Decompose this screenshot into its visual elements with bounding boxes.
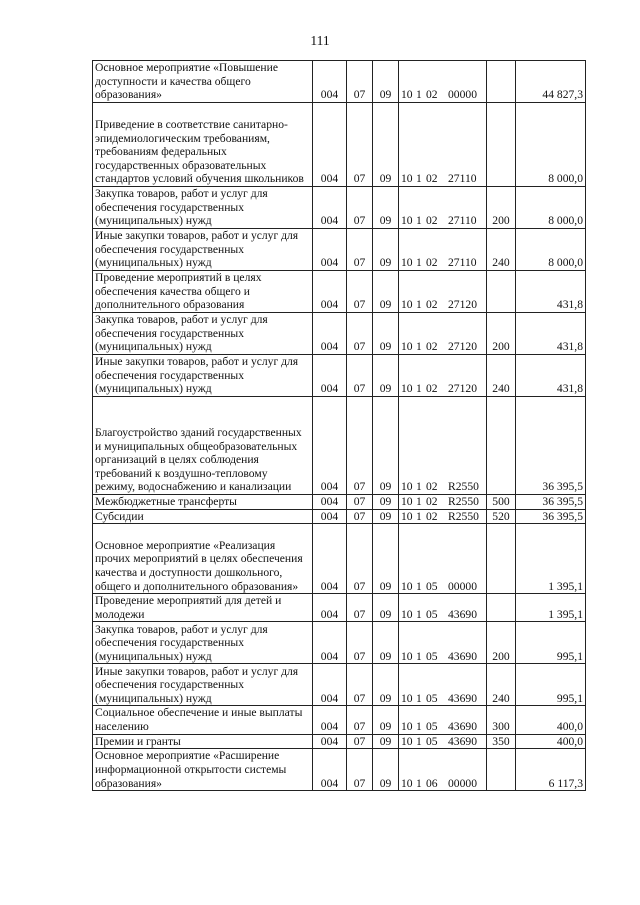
amount-cell: 995,1: [516, 622, 586, 664]
section-code-cell: 07: [347, 61, 373, 103]
row-name-cell: Социальное обеспечение и иные выплаты населению: [93, 706, 313, 734]
ved-code-cell: 004: [313, 622, 347, 664]
section-code-cell: 07: [347, 495, 373, 510]
ved-code-cell: 004: [313, 355, 347, 397]
activity-code: 02: [426, 172, 438, 186]
target-article-cell: [399, 271, 487, 313]
ved-code-cell: 004: [313, 271, 347, 313]
program-code: 10: [401, 691, 413, 705]
ved-code-cell: 004: [313, 509, 347, 524]
subsection-code-cell: 09: [373, 61, 399, 103]
row-name-cell: Основное мероприятие «Реализация прочих мероприятий в целях обеспечения качества и доступности дошкольного, общего и дополнительного образования»: [93, 524, 313, 594]
direction-code: 00000: [448, 776, 477, 790]
direction-code: 43690: [448, 607, 477, 621]
activity-code: 02: [426, 382, 438, 396]
subsection-code-cell: 09: [373, 524, 399, 594]
subprogram-code: 1: [416, 579, 422, 593]
amount-cell: 6 117,3: [516, 749, 586, 791]
target-article-cell: [399, 187, 487, 229]
ved-code-cell: 004: [313, 664, 347, 706]
subsection-code-cell: 09: [373, 313, 399, 355]
amount-cell: 36 395,5: [516, 509, 586, 524]
target-article-cell: [399, 509, 487, 524]
ved-code-cell: 004: [313, 749, 347, 791]
subsection-code-cell: 09: [373, 495, 399, 510]
ved-code-cell: 004: [313, 229, 347, 271]
table-row: [93, 706, 586, 734]
expense-type-cell: 520: [487, 509, 516, 524]
direction-code: 27120: [448, 340, 477, 354]
target-article-cell: [399, 103, 487, 187]
subprogram-code: 1: [416, 480, 422, 494]
activity-code: 05: [426, 719, 438, 733]
target-article-cell: [399, 622, 487, 664]
amount-cell: 8 000,0: [516, 103, 586, 187]
amount-cell: 431,8: [516, 271, 586, 313]
table-row: [93, 622, 586, 664]
expense-type-cell: [487, 594, 516, 622]
expense-type-cell: 300: [487, 706, 516, 734]
row-name-cell: Субсидии: [93, 509, 313, 524]
ved-code-cell: 004: [313, 61, 347, 103]
expense-type-cell: 200: [487, 622, 516, 664]
row-name-cell: Закупка товаров, работ и услуг для обеспечения государственных (муниципальных) нужд: [93, 187, 313, 229]
activity-code: 05: [426, 691, 438, 705]
expense-type-cell: 240: [487, 355, 516, 397]
row-name-cell: Закупка товаров, работ и услуг для обеспечения государственных (муниципальных) нужд: [93, 313, 313, 355]
subprogram-code: 1: [416, 719, 422, 733]
target-article-cell: [399, 355, 487, 397]
subsection-code-cell: 09: [373, 509, 399, 524]
section-code-cell: 07: [347, 271, 373, 313]
section-code-cell: 07: [347, 103, 373, 187]
section-code-cell: 07: [347, 355, 373, 397]
expense-type-cell: [487, 271, 516, 313]
section-code-cell: 07: [347, 524, 373, 594]
section-code-cell: 07: [347, 509, 373, 524]
table-row: [93, 103, 586, 187]
subsection-code-cell: 09: [373, 103, 399, 187]
subsection-code-cell: 09: [373, 594, 399, 622]
direction-code: 43690: [448, 649, 477, 663]
section-code-cell: 07: [347, 594, 373, 622]
activity-code: 02: [426, 256, 438, 270]
subprogram-code: 1: [416, 649, 422, 663]
row-name-cell: Иные закупки товаров, работ и услуг для обеспечения государственных (муниципальных) нужд: [93, 229, 313, 271]
subprogram-code: 1: [416, 214, 422, 228]
row-name-cell: Основное мероприятие «Расширение информационной открытости системы образования»: [93, 749, 313, 791]
ved-code-cell: 004: [313, 495, 347, 510]
direction-code: R2550: [448, 480, 479, 494]
subprogram-code: 1: [416, 382, 422, 396]
target-article-cell: [399, 734, 487, 749]
row-name-cell: Иные закупки товаров, работ и услуг для обеспечения государственных (муниципальных) нужд: [93, 664, 313, 706]
expense-type-cell: 350: [487, 734, 516, 749]
budget-table: [92, 60, 586, 791]
expense-type-cell: [487, 749, 516, 791]
program-code: 10: [401, 495, 413, 508]
target-article-cell: [399, 594, 487, 622]
ved-code-cell: 004: [313, 103, 347, 187]
table-row: [93, 749, 586, 791]
subsection-code-cell: 09: [373, 397, 399, 495]
program-code: 10: [401, 298, 413, 312]
program-code: 10: [401, 480, 413, 494]
table-row: [93, 313, 586, 355]
table-row: [93, 509, 586, 524]
subprogram-code: 1: [416, 691, 422, 705]
program-code: 10: [401, 734, 413, 748]
direction-code: 27120: [448, 382, 477, 396]
subprogram-code: 1: [416, 340, 422, 354]
section-code-cell: 07: [347, 397, 373, 495]
row-name-cell: Основное мероприятие «Повышение доступности и качества общего образования»: [93, 61, 313, 103]
expense-type-cell: [487, 103, 516, 187]
program-code: 10: [401, 579, 413, 593]
subsection-code-cell: 09: [373, 229, 399, 271]
ved-code-cell: 004: [313, 313, 347, 355]
row-name-cell: Закупка товаров, работ и услуг для обеспечения государственных (муниципальных) нужд: [93, 622, 313, 664]
ved-code-cell: 004: [313, 734, 347, 749]
expense-type-cell: [487, 524, 516, 594]
target-article-cell: [399, 706, 487, 734]
section-code-cell: 07: [347, 749, 373, 791]
expense-type-cell: 500: [487, 495, 516, 510]
direction-code: 43690: [448, 719, 477, 733]
expense-type-cell: 200: [487, 313, 516, 355]
program-code: 10: [401, 88, 413, 102]
target-article-cell: [399, 313, 487, 355]
section-code-cell: 07: [347, 664, 373, 706]
expense-type-cell: 200: [487, 187, 516, 229]
target-article-cell: [399, 229, 487, 271]
direction-code: R2550: [448, 509, 479, 523]
section-code-cell: 07: [347, 229, 373, 271]
expense-type-cell: 240: [487, 229, 516, 271]
subsection-code-cell: 09: [373, 622, 399, 664]
program-code: 10: [401, 607, 413, 621]
direction-code: 27110: [448, 214, 477, 228]
amount-cell: 36 395,5: [516, 397, 586, 495]
row-name-cell: Проведение мероприятий для детей и молодежи: [93, 594, 313, 622]
target-article-cell: [399, 495, 487, 510]
budget-table-body: [93, 61, 586, 791]
activity-code: 06: [426, 776, 438, 790]
amount-cell: 1 395,1: [516, 524, 586, 594]
table-row: [93, 594, 586, 622]
subsection-code-cell: 09: [373, 355, 399, 397]
amount-cell: 36 395,5: [516, 495, 586, 510]
expense-type-cell: 240: [487, 664, 516, 706]
direction-code: 27120: [448, 298, 477, 312]
target-article-cell: [399, 664, 487, 706]
target-article-cell: [399, 524, 487, 594]
table-row: [93, 187, 586, 229]
row-name-cell: Межбюджетные трансферты: [93, 495, 313, 510]
ved-code-cell: 004: [313, 524, 347, 594]
subprogram-code: 1: [416, 607, 422, 621]
subsection-code-cell: 09: [373, 271, 399, 313]
ved-code-cell: 004: [313, 187, 347, 229]
target-article-cell: [399, 397, 487, 495]
table-row: [93, 61, 586, 103]
subprogram-code: 1: [416, 495, 422, 508]
activity-code: 05: [426, 734, 438, 748]
subprogram-code: 1: [416, 776, 422, 790]
direction-code: R2550: [448, 495, 479, 508]
page-number: 111: [310, 33, 330, 48]
activity-code: 02: [426, 298, 438, 312]
table-row: [93, 664, 586, 706]
subprogram-code: 1: [416, 509, 422, 523]
table-row: [93, 524, 586, 594]
target-article-cell: [399, 749, 487, 791]
section-code-cell: 07: [347, 313, 373, 355]
row-name-cell: Премии и гранты: [93, 734, 313, 749]
table-row: [93, 271, 586, 313]
row-name-cell: Проведение мероприятий в целях обеспечения качества общего и дополнительного образования: [93, 271, 313, 313]
direction-code: 43690: [448, 691, 477, 705]
row-name-cell: Иные закупки товаров, работ и услуг для обеспечения государственных (муниципальных) нужд: [93, 355, 313, 397]
direction-code: 00000: [448, 579, 477, 593]
program-code: 10: [401, 776, 413, 790]
direction-code: 27110: [448, 172, 477, 186]
program-code: 10: [401, 340, 413, 354]
expense-type-cell: [487, 61, 516, 103]
amount-cell: 8 000,0: [516, 229, 586, 271]
section-code-cell: 07: [347, 187, 373, 229]
subprogram-code: 1: [416, 734, 422, 748]
activity-code: 02: [426, 340, 438, 354]
direction-code: 43690: [448, 734, 477, 748]
subprogram-code: 1: [416, 172, 422, 186]
section-code-cell: 07: [347, 734, 373, 749]
direction-code: 00000: [448, 88, 477, 102]
amount-cell: 431,8: [516, 313, 586, 355]
expense-type-cell: [487, 397, 516, 495]
table-row: [93, 355, 586, 397]
program-code: 10: [401, 256, 413, 270]
subprogram-code: 1: [416, 256, 422, 270]
amount-cell: 995,1: [516, 664, 586, 706]
activity-code: 02: [426, 495, 438, 508]
subsection-code-cell: 09: [373, 187, 399, 229]
table-row: [93, 397, 586, 495]
subsection-code-cell: 09: [373, 664, 399, 706]
activity-code: 05: [426, 649, 438, 663]
table-row: [93, 495, 586, 510]
amount-cell: 400,0: [516, 706, 586, 734]
program-code: 10: [401, 172, 413, 186]
row-name-cell: Благоустройство зданий государственных и муниципальных общеобразовательных организаций в целях соблюдения требований к воздушно-тепловому режиму, водоснабжению и канализации: [93, 397, 313, 495]
subsection-code-cell: 09: [373, 706, 399, 734]
activity-code: 02: [426, 509, 438, 523]
subsection-code-cell: 09: [373, 749, 399, 791]
target-article-cell: [399, 61, 487, 103]
amount-cell: 431,8: [516, 355, 586, 397]
activity-code: 05: [426, 607, 438, 621]
amount-cell: 8 000,0: [516, 187, 586, 229]
activity-code: 02: [426, 214, 438, 228]
program-code: 10: [401, 649, 413, 663]
section-code-cell: 07: [347, 622, 373, 664]
program-code: 10: [401, 509, 413, 523]
ved-code-cell: 004: [313, 594, 347, 622]
program-code: 10: [401, 214, 413, 228]
subsection-code-cell: 09: [373, 734, 399, 749]
subprogram-code: 1: [416, 298, 422, 312]
activity-code: 02: [426, 480, 438, 494]
section-code-cell: 07: [347, 706, 373, 734]
activity-code: 05: [426, 579, 438, 593]
row-name-cell: Приведение в соответствие санитарно-эпидемиологическим требованиям, требованиям федеральных государственных образовательных стандартов условий обучения школьников: [93, 103, 313, 187]
amount-cell: 44 827,3: [516, 61, 586, 103]
table-row: [93, 229, 586, 271]
activity-code: 02: [426, 88, 438, 102]
ved-code-cell: 004: [313, 397, 347, 495]
ved-code-cell: 004: [313, 706, 347, 734]
amount-cell: 1 395,1: [516, 594, 586, 622]
table-row: [93, 734, 586, 749]
program-code: 10: [401, 382, 413, 396]
direction-code: 27110: [448, 256, 477, 270]
program-code: 10: [401, 719, 413, 733]
amount-cell: 400,0: [516, 734, 586, 749]
subprogram-code: 1: [416, 88, 422, 102]
